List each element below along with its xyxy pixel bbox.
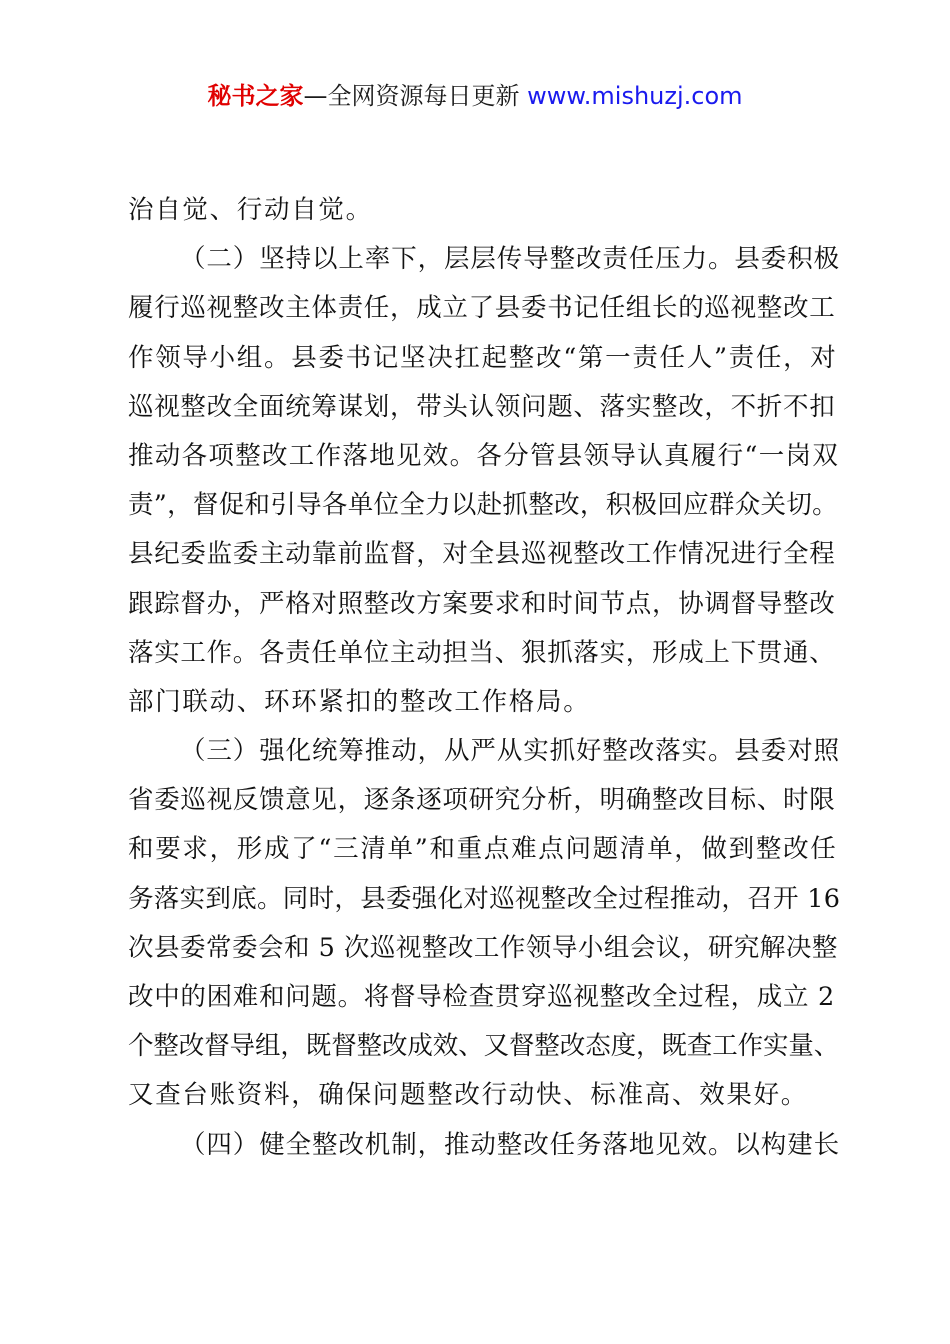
text-line: 县纪委监委主动靠前监督，对全县巡视整改工作情况进行全程 [128, 539, 836, 570]
text-line: 个整改督导组，既督整改成效、又督整改态度，既查工作实量、 [128, 1031, 840, 1062]
text-line: 跟踪督办，严格对照整改方案要求和时间节点，协调督导整改 [128, 588, 836, 619]
text-line: 落实工作。各责任单位主动担当、狠抓落实，形成上下贯通、 [128, 637, 836, 668]
text-line: 又查台账资料，确保问题整改行动快、标准高、效果好。 [128, 1080, 809, 1111]
text-line: 巡视整改全面统筹谋划，带头认领问题、落实整改，不折不扣 [128, 391, 836, 422]
text-line: 省委巡视反馈意见，逐条逐项研究分析，明确整改目标、时限 [128, 785, 836, 816]
page-header [0, 80, 950, 112]
text-line: 推动各项整改工作落地见效。各分管县领导认真履行“一岗双 [128, 440, 840, 471]
text-line: 履行巡视整改主体责任，成立了县委书记任组长的巡视整改工 [128, 293, 836, 324]
text-line: 和要求，形成了“三清单”和重点难点问题清单，做到整改任 [128, 834, 838, 865]
section-heading-4: （四）健全整改机制，推动整改任务落地见效。以构建长 [180, 1129, 841, 1160]
section-heading-3: （三）强化统筹推动，从严从实抓好整改落实。县委对照 [180, 736, 841, 767]
website-link[interactable]: www.mishuzj.com [527, 82, 743, 110]
text-line: 务落实到底。同时，县委强化对巡视整改全过程推动，召开 16 [128, 883, 841, 914]
header-tagline: —全网资源每日更新 [303, 82, 528, 110]
text-line: 治自觉、行动自觉。 [128, 195, 373, 225]
text-line: 次县委常委会和 5 次巡视整改工作领导小组会议，研究解决整 [128, 932, 838, 963]
text-line: 改中的困难和问题。将督导检查贯穿巡视整改全过程，成立 2 [128, 982, 835, 1012]
brand-name: 秘书之家 [207, 82, 304, 110]
section-heading-2: （二）坚持以上率下，层层传导整改责任压力。县委积极 [180, 244, 841, 275]
document-body [128, 186, 840, 1170]
text-line: 责”，督促和引导各单位全力以赴抓整改，积极回应群众关切。 [128, 490, 838, 521]
text-line: 部门联动、环环紧扣的整改工作格局。 [128, 686, 591, 717]
text-line: 作领导小组。县委书记坚决扛起整改“第一责任人”责任，对 [128, 342, 838, 373]
